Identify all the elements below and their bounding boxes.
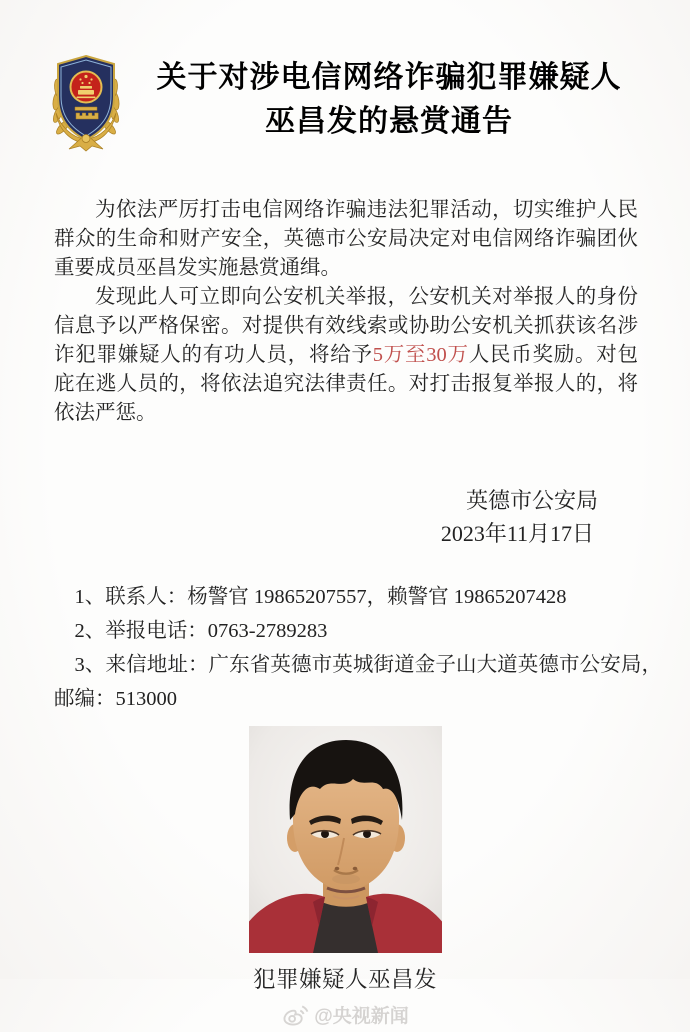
reward-amount-text: 5万至30万 [372, 344, 469, 366]
contact-item-persons: 1、联系人：杨警官 19865207557，赖警官 19865207428 [74, 586, 567, 608]
suspect-photo [249, 726, 442, 953]
suspect-photo-section [0, 726, 690, 994]
weibo-logo-icon [281, 1003, 309, 1026]
notice-header [0, 0, 690, 152]
watermark [0, 1001, 690, 1028]
signature-agency: 英德市公安局 [465, 488, 598, 513]
paragraph-2-text-after: 人民币奖励。对包庇在逃人员的，将依法追究法律责任。对打击报复举报人的，将依法严惩。 [54, 344, 638, 424]
signature-date: 2023年11月17日 [440, 521, 594, 546]
contact-item-address: 3、来信地址：广东省英德市英城街道金子山大道英德市公安局，邮编：513000 [54, 654, 662, 710]
contact-list [54, 580, 662, 716]
watermark-text: @央视新闻 [314, 1006, 409, 1027]
notice-paragraph-2 [54, 283, 638, 428]
notice-title [124, 50, 654, 144]
paragraph-2-text-before: 发现此人可立即向公安机关举报，公安机关对举报人的身份信息予以严格保密。对提供有效线索或协助公安机关抓获该名涉诈犯罪嫌疑人的有功人员，将给予 [54, 286, 638, 366]
notice-paragraph-1: 为依法严厉打击电信网络诈骗违法犯罪活动，切实维护人民群众的生命和财产安全，英德市公安局决定对电信网络诈骗团伙重要成员巫昌发实施悬赏通缉。 [54, 199, 638, 279]
notice-title-line1: 关于对涉电信网络诈骗犯罪嫌疑人 [156, 61, 622, 94]
signature-block [54, 484, 638, 550]
photo-caption: 犯罪嫌疑人巫昌发 [252, 967, 437, 992]
contact-item-hotline: 2、举报电话：0763-2789283 [74, 620, 328, 642]
notice-body [54, 196, 638, 428]
notice-title-line2: 巫昌发的悬赏通告 [265, 105, 513, 138]
police-badge-icon [48, 50, 124, 152]
